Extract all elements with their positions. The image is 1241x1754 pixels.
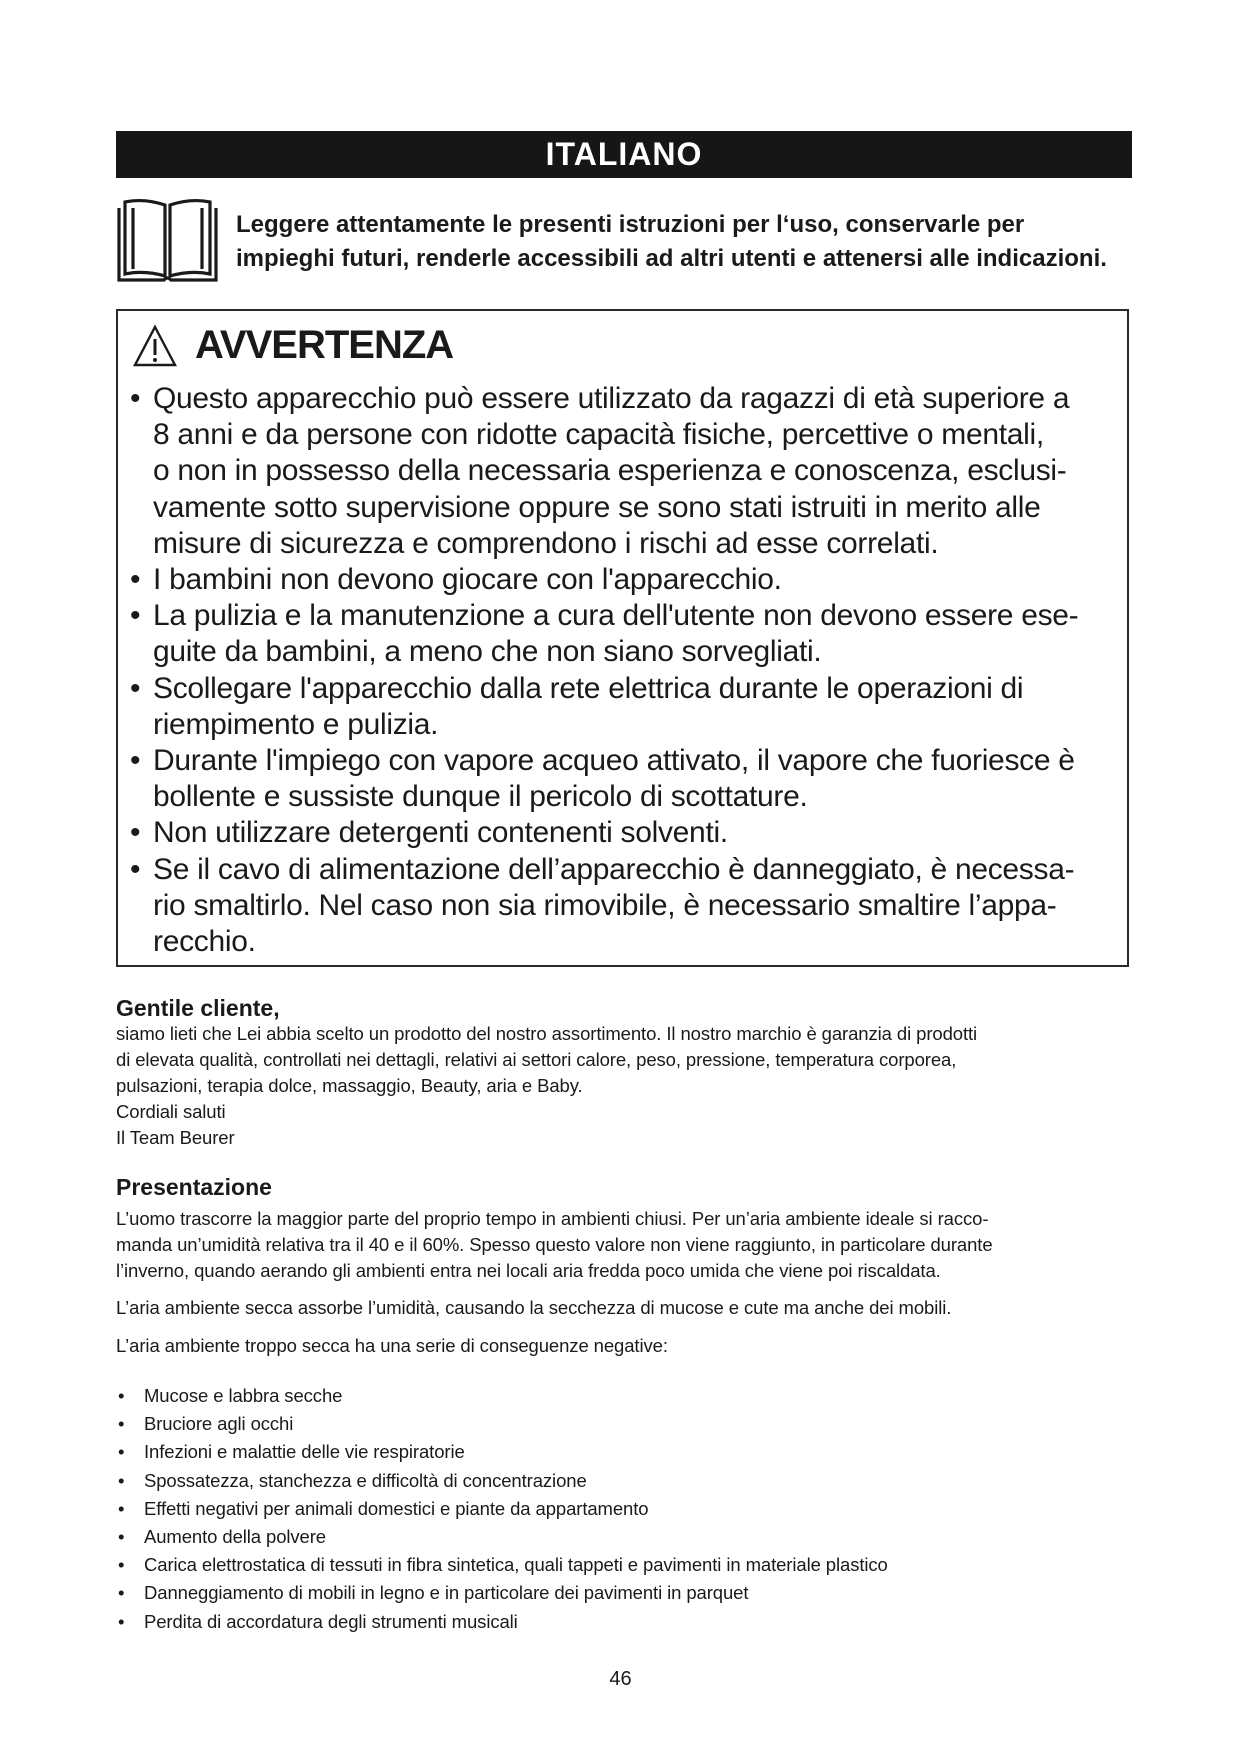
bullet-icon: • — [118, 1526, 125, 1548]
language-title: ITALIANO — [545, 136, 703, 172]
bullet-icon: • — [118, 1497, 125, 1519]
list-item-text: Mucose e labbra secche — [144, 1385, 343, 1406]
presentation-paragraph — [116, 1206, 1136, 1284]
greeting-text — [116, 1021, 1136, 1151]
presentation-paragraph: L’aria ambiente secca assorbe l’umidità, causando la secchezza di mucose e cute ma anche dei mobili. — [116, 1297, 952, 1318]
text-line: riempimento e pulizia. — [153, 707, 439, 741]
list-item — [116, 1523, 888, 1551]
bullet-icon: • — [118, 1413, 125, 1435]
text-line: l’inverno, quando aerando gli ambienti entra nei locali aria fredda poco umida che viene poi riscaldata. — [116, 1260, 941, 1281]
text-line: rio smaltirlo. Nel caso non sia rimovibile, è necessario smaltire l’appa- — [153, 888, 1057, 922]
warning-item — [130, 815, 1120, 851]
text-line: Il Team Beurer — [116, 1127, 235, 1148]
bullet-icon: • — [118, 1610, 125, 1632]
bullet-icon: • — [118, 1469, 125, 1491]
list-item — [116, 1551, 888, 1579]
warning-item — [130, 743, 1120, 815]
list-item-text: Aumento della polvere — [144, 1526, 326, 1548]
bullet-icon: • — [130, 744, 141, 778]
bullet-icon: • — [130, 852, 141, 886]
list-item-text: Danneggiamento di mobili in legno e in particolare dei pavimenti in parquet — [144, 1582, 749, 1604]
warning-item — [130, 562, 1120, 598]
list-item-text: Spossatezza, stanchezza e difficoltà di concentrazione — [144, 1469, 587, 1491]
text-line: bollente e sussiste dunque il pericolo di scottature. — [153, 780, 808, 814]
greeting-heading: Gentile cliente, — [116, 995, 280, 1021]
warning-title: AVVERTENZA — [195, 323, 454, 367]
list-item-text: Perdita di accordatura degli strumenti musicali — [144, 1610, 518, 1632]
list-item — [116, 1467, 888, 1495]
list-item — [116, 1438, 888, 1466]
text-line: 8 anni e da persone con ridotte capacità fisiche, percettive o mentali, — [153, 418, 1044, 452]
bullet-icon: • — [130, 563, 141, 597]
bullet-icon: • — [118, 1385, 125, 1406]
consequences-list — [116, 1382, 888, 1636]
list-item — [116, 1579, 888, 1607]
intro-instructions — [236, 208, 1136, 276]
warning-item — [130, 671, 1120, 743]
list-item — [116, 1608, 888, 1636]
list-item — [116, 1410, 888, 1438]
list-item-text: Bruciore agli occhi — [144, 1413, 294, 1435]
bullet-icon: • — [130, 816, 141, 850]
warning-list — [130, 381, 1120, 960]
warning-box — [116, 309, 1129, 967]
list-item — [116, 1382, 888, 1410]
text-line: o non in possesso della necessaria esperienza e conoscenza, esclusi- — [153, 454, 1067, 488]
text-line: I bambini non devono giocare con l'apparecchio. — [153, 563, 782, 597]
text-line: guite da bambini, a meno che non siano sorvegliati. — [153, 635, 822, 669]
page-number: 46 — [609, 1668, 632, 1690]
text-line: Durante l'impiego con vapore acqueo attivato, il vapore che fuoriesce è — [153, 744, 1075, 778]
list-item — [116, 1495, 888, 1523]
bullet-icon: • — [118, 1582, 125, 1604]
list-item-text: Infezioni e malattie delle vie respiratorie — [144, 1441, 465, 1463]
bullet-icon: • — [118, 1441, 125, 1463]
text-line: La pulizia e la manutenzione a cura dell'utente non devono essere ese- — [153, 599, 1079, 633]
bullet-icon: • — [130, 382, 141, 415]
text-line: misure di sicurezza e comprendono i rischi ad esse correlati. — [153, 526, 939, 560]
bullet-icon: • — [130, 599, 141, 633]
text-line: Questo apparecchio può essere utilizzato da ragazzi di età superiore a — [153, 382, 1070, 415]
text-line: vamente sotto supervisione oppure se sono stati istruiti in merito alle — [153, 490, 1041, 524]
book-icon — [116, 196, 219, 283]
text-line: L’uomo trascorre la maggior parte del proprio tempo in ambienti chiusi. Per un’aria ambiente ideale si racco- — [116, 1208, 989, 1229]
list-item-text: Carica elettrostatica di tessuti in fibra sintetica, quali tappeti e pavimenti in materiale plastico — [144, 1554, 888, 1576]
text-line: siamo lieti che Lei abbia scelto un prodotto del nostro assortimento. Il nostro marchio è garanzia di prodotti — [116, 1023, 978, 1044]
warning-item — [130, 381, 1120, 562]
text-line: manda un’umidità relativa tra il 40 e il 60%. Spesso questo valore non viene raggiunto, in particolare durante — [116, 1234, 993, 1255]
text-line: Se il cavo di alimentazione dell’apparecchio è danneggiato, è necessa- — [153, 852, 1075, 886]
warning-item — [130, 852, 1120, 961]
text-line: Cordiali saluti — [116, 1101, 226, 1122]
text-line: pulsazioni, terapia dolce, massaggio, Beauty, aria e Baby. — [116, 1075, 583, 1096]
language-header-bar — [116, 131, 1132, 178]
intro-line: impieghi futuri, renderle accessibili ad altri utenti e attenersi alle indicazioni. — [236, 245, 1107, 272]
warning-triangle-icon — [133, 324, 177, 368]
text-line: recchio. — [153, 925, 256, 959]
text-line: Non utilizzare detergenti contenenti solventi. — [153, 816, 728, 850]
bullet-icon: • — [118, 1554, 125, 1576]
list-item-text: Effetti negativi per animali domestici e piante da appartamento — [144, 1497, 649, 1519]
bullet-icon: • — [130, 671, 141, 705]
presentation-heading: Presentazione — [116, 1174, 272, 1200]
warning-item — [130, 598, 1120, 670]
text-line: Scollegare l'apparecchio dalla rete elettrica durante le operazioni di — [153, 671, 1024, 705]
intro-line: Leggere attentamente le presenti istruzioni per l‘uso, conservarle per — [236, 211, 1025, 238]
text-line: di elevata qualità, controllati nei dettagli, relativi ai settori calore, peso, pressione, temperatura corporea, — [116, 1049, 957, 1070]
presentation-paragraph: L’aria ambiente troppo secca ha una serie di conseguenze negative: — [116, 1335, 668, 1356]
